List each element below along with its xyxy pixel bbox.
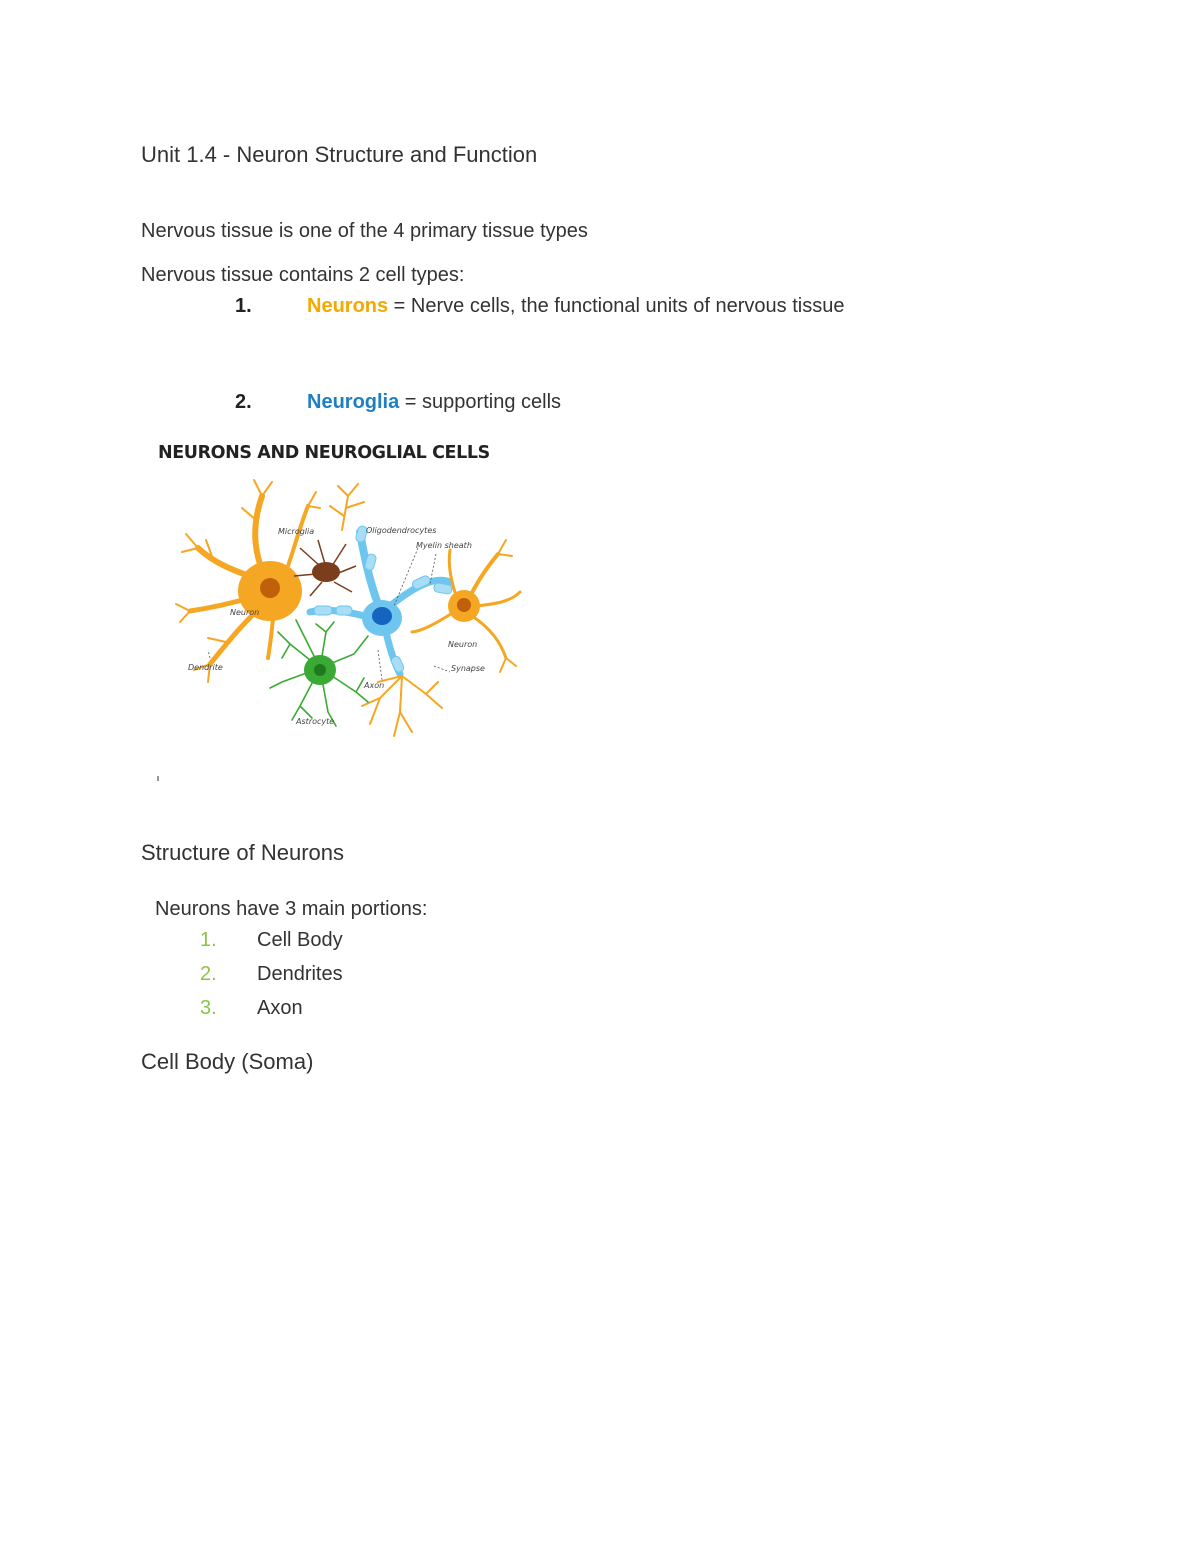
- label-oligodendrocytes: Oligodendrocytes: [366, 526, 437, 535]
- document-title: Unit 1.4 - Neuron Structure and Function: [141, 142, 538, 167]
- label-myelin-sheath: Myelin sheath: [416, 541, 472, 550]
- label-dendrite: Dendrite: [188, 663, 223, 672]
- item-label: Axon: [257, 997, 303, 1019]
- item-number: 1.: [235, 295, 252, 317]
- list-item: [200, 996, 303, 1020]
- astrocyte-nucleus: [314, 664, 326, 676]
- label-microglia: Microglia: [278, 527, 315, 536]
- microglia-body: [312, 562, 340, 582]
- term-definition: = supporting cells: [399, 391, 562, 413]
- structure-lead: Neurons have 3 main portions:: [155, 898, 428, 920]
- list-item: [200, 962, 343, 986]
- neuron-right-nucleus: [457, 598, 471, 612]
- item-label: Cell Body: [257, 929, 343, 951]
- structure-heading: Structure of Neurons: [141, 840, 344, 865]
- list-item: [200, 928, 343, 952]
- stray-mark: [157, 776, 159, 781]
- item-number: 1.: [200, 929, 217, 951]
- neuroglia-illustration: [150, 436, 530, 752]
- intro-text: Nervous tissue is one of the 4 primary tissue types: [141, 220, 588, 242]
- label-astrocyte: Astrocyte: [296, 717, 335, 726]
- term-neurons: Neurons = Nerve cells, the functional units of nervous tissue: [307, 295, 845, 317]
- cell-type-item: [235, 390, 562, 414]
- item-label: Dendrites: [257, 963, 343, 985]
- oligodendrocyte-nucleus: [372, 607, 392, 625]
- item-number: 2.: [200, 963, 217, 985]
- label-synapse: Synapse: [451, 664, 485, 673]
- neuron-left-nucleus: [260, 578, 280, 598]
- item-number: 2.: [235, 391, 252, 413]
- figure-title: NEURONS AND NEUROGLIAL CELLS: [158, 443, 490, 463]
- term-neuroglia: Neuroglia = supporting cells: [307, 391, 562, 413]
- section-heading-cell-body: Cell Body (Soma): [141, 1049, 314, 1074]
- label-axon: Axon: [364, 681, 385, 690]
- term-definition: = Nerve cells, the functional units of nervous tissue: [388, 295, 845, 317]
- label-neuron-left: Neuron: [230, 608, 260, 617]
- label-neuron-right: Neuron: [448, 640, 478, 649]
- item-number: 3.: [200, 997, 217, 1019]
- cell-types-lead: Nervous tissue contains 2 cell types:: [141, 264, 465, 286]
- cell-type-item: [235, 294, 845, 318]
